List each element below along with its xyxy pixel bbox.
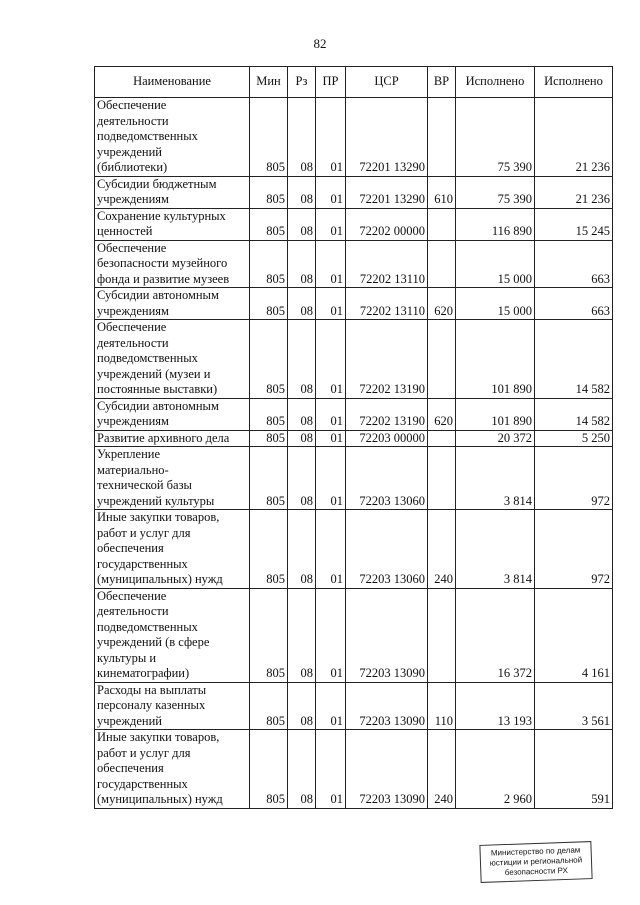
row-pr-cell: 01	[316, 288, 346, 320]
row-name-cell: Иные закупки товаров, работ и услуг для обеспечения государственных (муниципальных) нужд	[95, 510, 250, 589]
row-ispolneno-1-cell: 15 000	[456, 240, 535, 288]
row-vr-cell	[428, 588, 456, 682]
row-ispolneno-2-cell: 15 245	[535, 208, 613, 240]
row-vr-cell: 110	[428, 682, 456, 730]
row-name-cell: Субсидии автономным учреждениям	[95, 288, 250, 320]
table-header-row	[95, 67, 613, 98]
header-ispolneno-1: Исполнено	[456, 67, 535, 98]
row-rz-cell: 08	[288, 730, 316, 809]
header-pr: ПР	[316, 67, 346, 98]
row-csr-cell: 72203 13060	[346, 447, 428, 510]
row-min-cell: 805	[250, 288, 288, 320]
row-csr-cell: 72202 00000	[346, 208, 428, 240]
row-csr-cell: 72203 13090	[346, 588, 428, 682]
row-csr-cell: 72202 13110	[346, 288, 428, 320]
row-pr-cell: 01	[316, 510, 346, 589]
row-vr-cell	[428, 98, 456, 177]
row-ispolneno-1-cell: 20 372	[456, 430, 535, 447]
row-name-cell: Обеспечение безопасности музейного фонда и развитие музеев	[95, 240, 250, 288]
row-ispolneno-2-cell: 14 582	[535, 320, 613, 399]
table-row	[95, 730, 613, 809]
table-row	[95, 430, 613, 447]
row-min-cell: 805	[250, 176, 288, 208]
row-min-cell: 805	[250, 398, 288, 430]
row-ispolneno-2-cell: 21 236	[535, 98, 613, 177]
row-ispolneno-1-cell: 15 000	[456, 288, 535, 320]
row-min-cell: 805	[250, 510, 288, 589]
row-rz-cell: 08	[288, 98, 316, 177]
row-csr-cell: 72203 13060	[346, 510, 428, 589]
row-csr-cell: 72202 13190	[346, 320, 428, 399]
row-pr-cell: 01	[316, 208, 346, 240]
registration-stamp	[479, 841, 592, 883]
table-row	[95, 288, 613, 320]
row-rz-cell: 08	[288, 588, 316, 682]
table-row	[95, 98, 613, 177]
row-vr-cell: 620	[428, 288, 456, 320]
row-rz-cell: 08	[288, 320, 316, 399]
row-ispolneno-2-cell: 5 250	[535, 430, 613, 447]
row-vr-cell	[428, 430, 456, 447]
row-ispolneno-2-cell: 663	[535, 288, 613, 320]
row-name-cell: Иные закупки товаров, работ и услуг для обеспечения государственных (муниципальных) нужд	[95, 730, 250, 809]
row-name-cell: Развитие архивного дела	[95, 430, 250, 447]
row-name-cell: Субсидии бюджетным учреждениям	[95, 176, 250, 208]
row-ispolneno-1-cell: 101 890	[456, 320, 535, 399]
row-ispolneno-1-cell: 13 193	[456, 682, 535, 730]
table-row	[95, 176, 613, 208]
row-vr-cell: 620	[428, 398, 456, 430]
row-csr-cell: 72203 00000	[346, 430, 428, 447]
row-pr-cell: 01	[316, 447, 346, 510]
table-row	[95, 682, 613, 730]
row-vr-cell	[428, 208, 456, 240]
row-min-cell: 805	[250, 320, 288, 399]
row-rz-cell: 08	[288, 682, 316, 730]
stamp-line-2: юстиции и региональной	[489, 855, 583, 868]
stamp-line-3: безопасности РХ	[504, 865, 569, 878]
row-ispolneno-1-cell: 3 814	[456, 510, 535, 589]
row-csr-cell: 72203 13090	[346, 682, 428, 730]
row-ispolneno-1-cell: 3 814	[456, 447, 535, 510]
table-row	[95, 320, 613, 399]
header-ispolneno-2: Исполнено	[535, 67, 613, 98]
page-number: 82	[313, 36, 327, 51]
row-pr-cell: 01	[316, 98, 346, 177]
row-ispolneno-1-cell: 2 960	[456, 730, 535, 809]
row-pr-cell: 01	[316, 682, 346, 730]
row-csr-cell: 72202 13110	[346, 240, 428, 288]
row-ispolneno-1-cell: 75 390	[456, 98, 535, 177]
row-pr-cell: 01	[316, 176, 346, 208]
table-row	[95, 510, 613, 589]
row-min-cell: 805	[250, 730, 288, 809]
row-min-cell: 805	[250, 208, 288, 240]
header-name: Наименование	[95, 67, 250, 98]
row-csr-cell: 72201 13290	[346, 176, 428, 208]
row-pr-cell: 01	[316, 398, 346, 430]
row-rz-cell: 08	[288, 398, 316, 430]
row-rz-cell: 08	[288, 208, 316, 240]
row-rz-cell: 08	[288, 288, 316, 320]
row-name-cell: Расходы на выплаты персоналу казенных учреждений	[95, 682, 250, 730]
row-vr-cell: 610	[428, 176, 456, 208]
row-vr-cell	[428, 240, 456, 288]
row-vr-cell	[428, 447, 456, 510]
row-pr-cell: 01	[316, 240, 346, 288]
header-vr: ВР	[428, 67, 456, 98]
header-rz: Рз	[288, 67, 316, 98]
row-ispolneno-1-cell: 116 890	[456, 208, 535, 240]
table-row	[95, 240, 613, 288]
row-rz-cell: 08	[288, 510, 316, 589]
table-row	[95, 208, 613, 240]
row-ispolneno-1-cell: 101 890	[456, 398, 535, 430]
row-vr-cell	[428, 320, 456, 399]
row-min-cell: 805	[250, 447, 288, 510]
row-ispolneno-1-cell: 16 372	[456, 588, 535, 682]
row-name-cell: Обеспечение деятельности подведомственных учреждений (библиотеки)	[95, 98, 250, 177]
budget-table	[94, 66, 613, 809]
row-pr-cell: 01	[316, 320, 346, 399]
header-min: Мин	[250, 67, 288, 98]
row-name-cell: Обеспечение деятельности подведомственных учреждений (музеи и постоянные выставки)	[95, 320, 250, 399]
row-rz-cell: 08	[288, 447, 316, 510]
table-row	[95, 447, 613, 510]
row-name-cell: Обеспечение деятельности подведомственных учреждений (в сфере культуры и кинематографии)	[95, 588, 250, 682]
row-ispolneno-2-cell: 972	[535, 447, 613, 510]
row-ispolneno-2-cell: 3 561	[535, 682, 613, 730]
row-pr-cell: 01	[316, 588, 346, 682]
table-row	[95, 398, 613, 430]
row-min-cell: 805	[250, 682, 288, 730]
row-vr-cell: 240	[428, 730, 456, 809]
row-name-cell: Субсидии автономным учреждениям	[95, 398, 250, 430]
row-rz-cell: 08	[288, 430, 316, 447]
row-rz-cell: 08	[288, 240, 316, 288]
row-csr-cell: 72202 13190	[346, 398, 428, 430]
row-ispolneno-2-cell: 14 582	[535, 398, 613, 430]
row-ispolneno-2-cell: 4 161	[535, 588, 613, 682]
row-ispolneno-2-cell: 663	[535, 240, 613, 288]
row-name-cell: Сохранение культурных ценностей	[95, 208, 250, 240]
row-ispolneno-2-cell: 21 236	[535, 176, 613, 208]
row-name-cell: Укрепление материально- технической базы учреждений культуры	[95, 447, 250, 510]
row-csr-cell: 72203 13090	[346, 730, 428, 809]
stamp-line-1: Министерство по делам	[490, 845, 581, 858]
row-min-cell: 805	[250, 240, 288, 288]
row-vr-cell: 240	[428, 510, 456, 589]
row-min-cell: 805	[250, 98, 288, 177]
table-row	[95, 588, 613, 682]
row-ispolneno-1-cell: 75 390	[456, 176, 535, 208]
header-csr: ЦСР	[346, 67, 428, 98]
row-ispolneno-2-cell: 972	[535, 510, 613, 589]
row-csr-cell: 72201 13290	[346, 98, 428, 177]
row-min-cell: 805	[250, 588, 288, 682]
row-ispolneno-2-cell: 591	[535, 730, 613, 809]
row-min-cell: 805	[250, 430, 288, 447]
row-rz-cell: 08	[288, 176, 316, 208]
row-pr-cell: 01	[316, 730, 346, 809]
row-pr-cell: 01	[316, 430, 346, 447]
table-body	[95, 98, 613, 809]
